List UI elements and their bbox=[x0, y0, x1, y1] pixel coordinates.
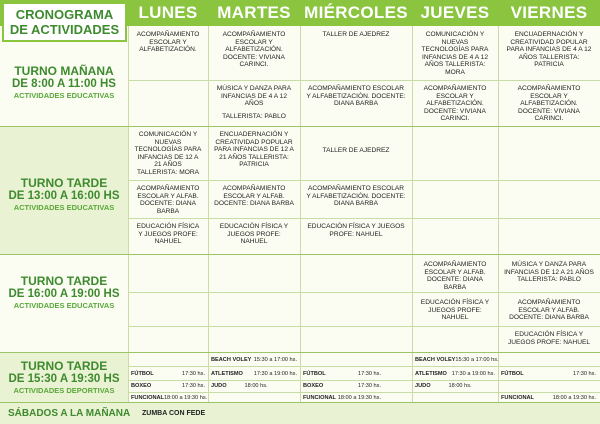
day-lunes: LUNES bbox=[138, 3, 198, 22]
sport-time: 17:30 hs. bbox=[181, 371, 205, 377]
sport-time: 18:00 a 19:30 hs. bbox=[337, 394, 381, 401]
activity-cell: ACOMPAÑAMIENTO ESCOLAR Y ALFABETIZACIÓN. DOCENTE: VIVIANA CARINCI. bbox=[517, 85, 581, 123]
turno-tarde-deportes bbox=[0, 356, 128, 400]
turno-type: ACTIVIDADES EDUCATIVAS bbox=[13, 91, 115, 100]
activity-cell: ACOMPAÑAMIENTO ESCOLAR Y ALFABETIZACIÓN. DOCENTE: DIANA BARBA bbox=[306, 85, 406, 108]
turno-hours: DE 16:00 A 19:00 HS bbox=[8, 288, 120, 300]
activity-cell: EDUCACIÓN FÍSICA Y JUEGOS PROFE: NAHUEL bbox=[507, 331, 591, 346]
turno-manana bbox=[0, 58, 128, 108]
sport-entry bbox=[415, 355, 497, 365]
sport-entry bbox=[303, 369, 383, 379]
saturday-label: SÁBADOS A LA MAÑANA bbox=[8, 407, 131, 419]
activity-cell: TALLERISTA: PABLO bbox=[222, 113, 286, 120]
sport-time: 17:30 hs. bbox=[357, 383, 381, 389]
sport-time: 18:00 a 19:30 hs. bbox=[163, 394, 208, 401]
grid-line bbox=[128, 366, 600, 367]
grid-line bbox=[128, 80, 600, 81]
sport-name: FÚTBOL bbox=[131, 371, 154, 377]
sport-name: BOXEO bbox=[303, 383, 324, 389]
sport-time: 17:30 a 19:00 hs. bbox=[253, 371, 297, 377]
activity-cell: EDUCACIÓN FÍSICA Y JUEGOS PROFE: NAHUEL bbox=[307, 223, 405, 238]
turno-name: TURNO TARDE bbox=[20, 176, 108, 190]
sport-time: 17:30 a 19:00 hs. bbox=[451, 371, 495, 377]
turno-name: TURNO MAÑANA bbox=[14, 64, 114, 78]
sport-name: FUNCIONAL bbox=[131, 394, 164, 401]
sport-name: FÚTBOL bbox=[501, 371, 524, 377]
day-viernes: VIERNES bbox=[510, 3, 588, 22]
title-line-2: DE ACTIVIDADES bbox=[9, 22, 120, 37]
turno-type: ACTIVIDADES EDUCATIVAS bbox=[13, 301, 115, 310]
sport-entry bbox=[131, 369, 207, 379]
activity-cell: EDUCACIÓN FÍSICA Y JUEGOS PROFE: NAHUEL bbox=[420, 299, 490, 322]
grid-line bbox=[0, 402, 600, 403]
activity-cell: ACOMPAÑAMIENTO ESCOLAR Y ALFAB. DOCENTE: DIANA BARBA bbox=[136, 185, 200, 215]
sport-name: ATLETISMO bbox=[211, 371, 243, 377]
grid-line bbox=[0, 126, 600, 127]
activity-cell: EDUCACIÓN FÍSICA Y JUEGOS PROFE: NAHUEL bbox=[219, 223, 289, 246]
activity-cell: EDUCACIÓN FÍSICA Y JUEGOS PROFE: NAHUEL bbox=[136, 223, 200, 246]
turno-hours: DE 15:30 A 19:30 HS bbox=[8, 373, 120, 385]
activity-cell: ACOMPAÑAMIENTO ESCOLAR Y ALFAB. DOCENTE: DIANA BARBA bbox=[214, 185, 294, 208]
grid-line bbox=[412, 26, 413, 402]
grid-line bbox=[128, 180, 600, 181]
activity-cell: ACOMPAÑAMIENTO ESCOLAR Y ALFABETIZACIÓN. DOCENTE: DIANA BARBA bbox=[306, 185, 406, 208]
activity-cell: TALLER DE AJEDREZ bbox=[322, 31, 390, 38]
sport-time: 17:30 hs. bbox=[357, 371, 381, 377]
turno-type: ACTIVIDADES DEPORTIVAS bbox=[13, 386, 115, 395]
turno-hours: DE 8:00 A 11:00 HS bbox=[12, 78, 116, 90]
activity-cell: ENCUADERNACIÓN Y CREATIVIDAD POPULAR PARA INFANCIAS DE 12 A 21 AÑOS TALLERISTA: PATRICIA bbox=[214, 131, 294, 169]
grid-line bbox=[128, 218, 600, 219]
day-miercoles: MIÉRCOLES bbox=[304, 3, 408, 22]
turno-name: TURNO TARDE bbox=[20, 359, 108, 373]
sport-entry bbox=[303, 381, 383, 391]
sport-time: 15:30 a 17:00 hs. bbox=[455, 357, 499, 363]
sport-time: 18:00 hs. bbox=[244, 383, 268, 389]
grid-line bbox=[128, 292, 600, 293]
sport-name: ATLETISMO bbox=[415, 371, 447, 377]
sport-entry bbox=[501, 393, 598, 402]
activity-cell: TALLER DE AJEDREZ bbox=[322, 147, 390, 154]
sport-entry bbox=[415, 381, 497, 391]
activity-cell: ACOMPAÑAMIENTO ESCOLAR Y ALFABETIZACIÓN. DOCENTE: VIVIANA CARINCI. bbox=[222, 31, 286, 69]
grid-line bbox=[0, 254, 600, 255]
activity-cell: ENCUADERNACIÓN Y CREATIVIDAD POPULAR PARA INFANCIAS DE 4 A 12 AÑOS TALLERISTA: PATRICIA bbox=[506, 31, 592, 69]
grid-line bbox=[208, 26, 209, 402]
day-martes: MARTES bbox=[217, 3, 291, 22]
title-line-1: CRONOGRAMA bbox=[15, 7, 114, 22]
activity-cell: MÚSICA Y DANZA PARA INFANCIAS DE 4 A 12 AÑOS bbox=[216, 85, 292, 108]
turno-tarde-1 bbox=[0, 170, 128, 220]
activity-cell: ACOMPAÑAMIENTO ESCOLAR Y ALFAB. DOCENTE: DIANA BARBA bbox=[423, 261, 487, 291]
schedule-title bbox=[2, 2, 127, 42]
sport-name: FUNCIONAL bbox=[303, 394, 336, 401]
turno-type: ACTIVIDADES EDUCATIVAS bbox=[13, 203, 115, 212]
activity-cell: MÚSICA Y DANZA PARA INFANCIAS DE 12 A 21 AÑOS TALLERISTA: PABLO bbox=[504, 261, 594, 284]
sport-time: 17:30 hs. bbox=[572, 371, 596, 377]
activity-cell: COMUNICACIÓN Y NUEVAS TECNOLOGÍAS PARA INFANCIAS DE 4 A 12 AÑOS TALLERISTA: MORA bbox=[421, 31, 489, 76]
activity-cell: COMUNICACIÓN Y NUEVAS TECNOLOGÍAS PARA INFANCIAS DE 12 A 21 AÑOS TALLERISTA: MORA bbox=[134, 131, 202, 176]
grid-line bbox=[300, 26, 301, 402]
saturday-activity: ZUMBA CON FEDE bbox=[142, 409, 206, 417]
sport-time: 18:00 hs. bbox=[448, 383, 472, 389]
activity-cell: ACOMPAÑAMIENTO ESCOLAR Y ALFAB. DOCENTE: DIANA BARBA bbox=[509, 299, 589, 322]
sport-entry bbox=[131, 381, 207, 391]
grid-line bbox=[128, 326, 600, 327]
sport-name: FÚTBOL bbox=[303, 371, 326, 377]
turno-name: TURNO TARDE bbox=[20, 274, 108, 288]
sport-name: JUDO bbox=[415, 383, 431, 389]
sport-name: BEACH VOLEY bbox=[415, 357, 456, 363]
sport-entry bbox=[211, 355, 299, 365]
turno-hours: DE 13:00 A 16:00 HS bbox=[8, 190, 120, 202]
sport-entry bbox=[211, 381, 299, 391]
sport-name: FUNCIONAL bbox=[501, 394, 534, 401]
sport-name: BEACH VOLEY bbox=[211, 357, 252, 363]
day-jueves: JUEVES bbox=[420, 3, 490, 22]
sport-time: 18:00 a 19:30 hs. bbox=[552, 394, 596, 401]
sport-entry bbox=[131, 393, 207, 402]
sport-name: BOXEO bbox=[131, 383, 152, 389]
turno-tarde-2 bbox=[0, 268, 128, 318]
sport-name: JUDO bbox=[211, 383, 227, 389]
activity-cell: ACOMPAÑAMIENTO ESCOLAR Y ALFABETIZACIÓN. bbox=[136, 31, 200, 54]
activity-cell: ACOMPAÑAMIENTO ESCOLAR Y ALFABETIZACIÓN. DOCENTE: VIVIANA CARINCI. bbox=[423, 85, 487, 123]
sport-entry bbox=[211, 369, 299, 379]
sport-entry bbox=[303, 393, 383, 402]
grid-line bbox=[0, 352, 600, 353]
grid-line bbox=[128, 26, 129, 402]
sport-entry bbox=[415, 369, 497, 379]
grid-line bbox=[498, 26, 499, 402]
sport-entry bbox=[501, 369, 598, 379]
sport-time: 17:30 hs. bbox=[181, 383, 205, 389]
sport-time: 15:30 a 17:00 hs. bbox=[253, 357, 297, 363]
